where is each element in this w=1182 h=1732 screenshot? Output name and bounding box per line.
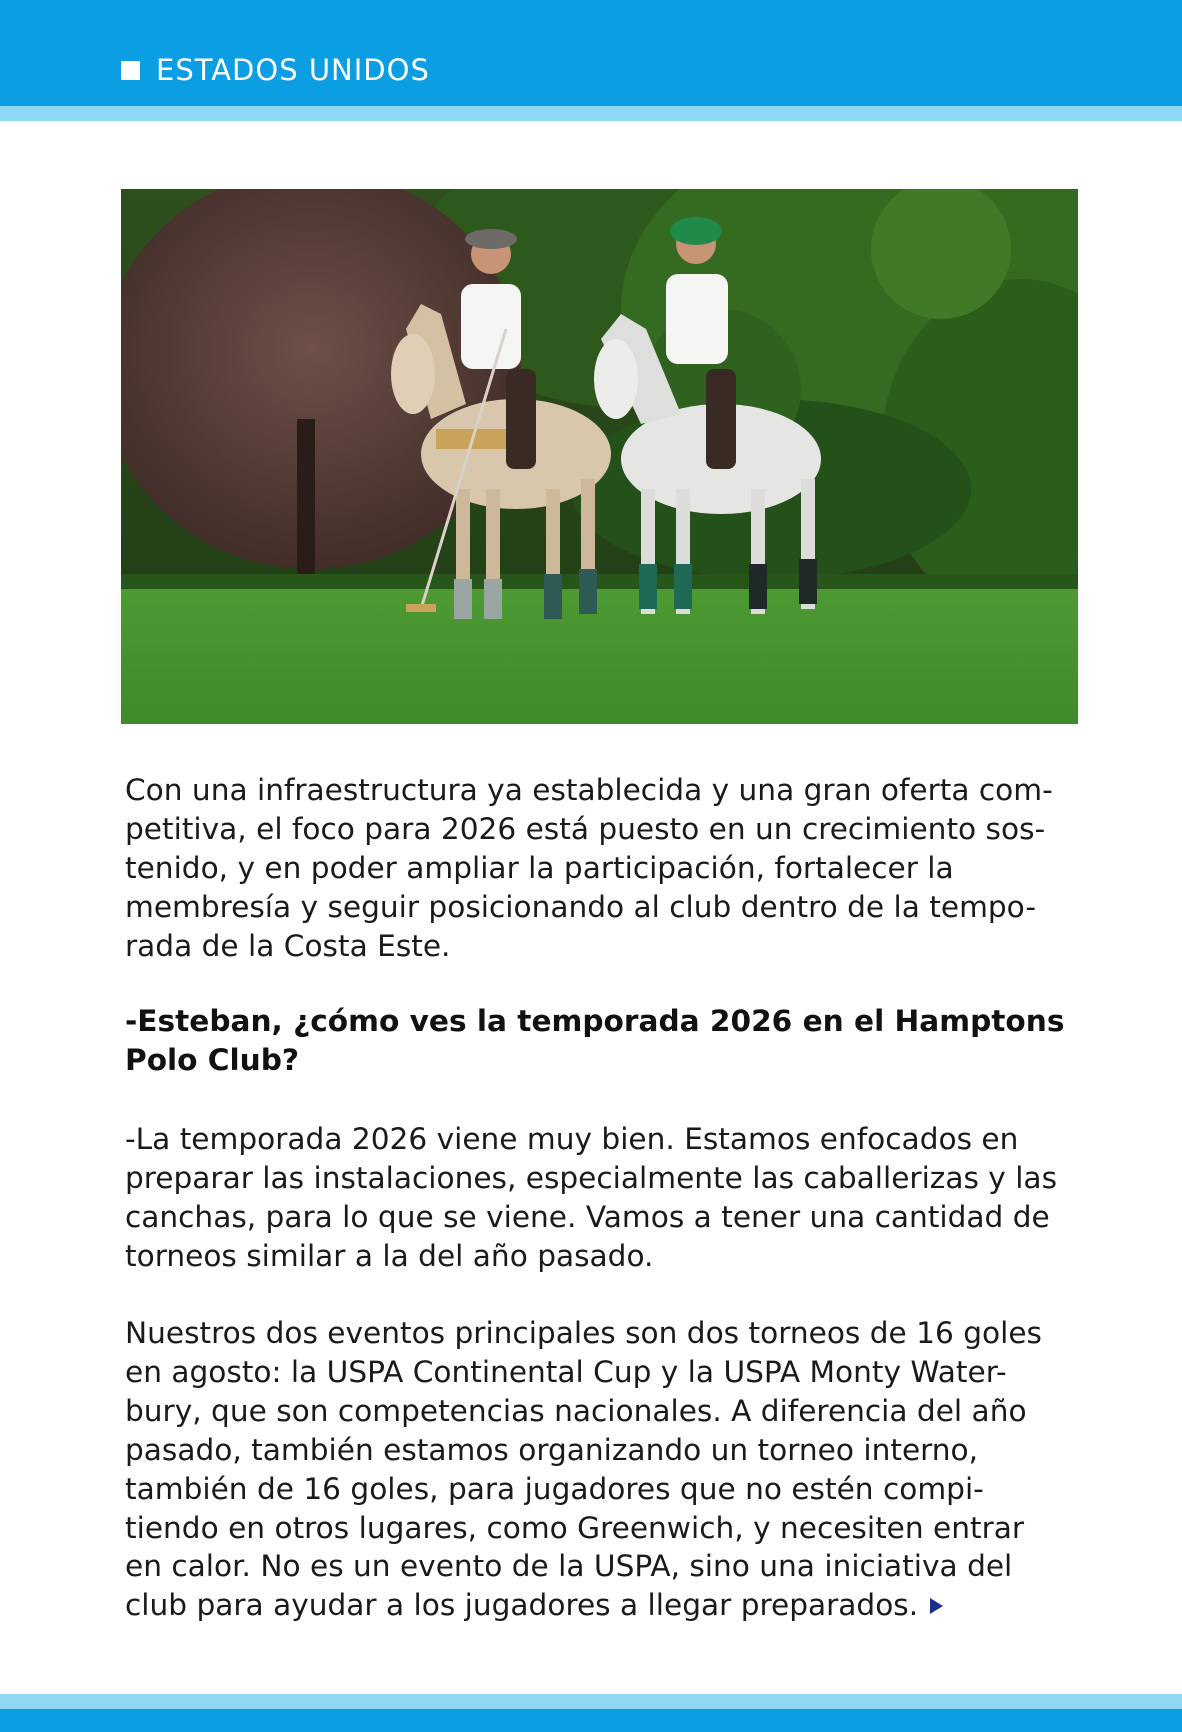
section-title: ESTADOS UNIDOS bbox=[156, 53, 430, 87]
footer-bar bbox=[0, 1709, 1182, 1732]
square-bullet-icon bbox=[121, 61, 140, 80]
paragraph-line: canchas, para lo que se viene. Vamos a tener una cantidad de bbox=[125, 1199, 1050, 1234]
paragraph-line: bury, que son competencias nacionales. A diferencia del año bbox=[125, 1393, 1027, 1428]
paragraph-line: tiendo en otros lugares, como Greenwich, y necesiten entrar bbox=[125, 1510, 1025, 1545]
polo-players-photo bbox=[121, 189, 1078, 724]
paragraph-line: rada de la Costa Este. bbox=[125, 928, 451, 963]
intro-paragraph bbox=[125, 771, 1085, 966]
paragraph-line: Con una infraestructura ya establecida y una gran oferta com- bbox=[125, 773, 1053, 807]
question-line: Polo Club? bbox=[125, 1042, 300, 1077]
footer-stripe bbox=[0, 1694, 1182, 1709]
play-arrow-icon bbox=[930, 1598, 943, 1614]
paragraph-line: petitiva, el foco para 2026 está puesto en un crecimiento sos- bbox=[125, 811, 1046, 846]
interview-question bbox=[125, 1002, 1085, 1080]
paragraph-line-text: club para ayudar a los jugadores a llegar preparados. bbox=[125, 1588, 919, 1623]
paragraph-line: membresía y seguir posicionando al club dentro de la tempo- bbox=[125, 889, 1037, 924]
paragraph-line: también de 16 goles, para jugadores que no estén compi- bbox=[125, 1471, 984, 1506]
question-line: -Esteban, ¿cómo ves la temporada 2026 en el Hamptons bbox=[125, 1004, 1065, 1038]
paragraph-line: tenido, y en poder ampliar la participación, fortalecer la bbox=[125, 850, 954, 885]
answer-paragraph-2 bbox=[125, 1314, 1085, 1625]
paragraph-line: en agosto: la USPA Continental Cup y la USPA Monty Water- bbox=[125, 1354, 1007, 1389]
paragraph-line: -La temporada 2026 viene muy bien. Estamos enfocados en bbox=[125, 1122, 1019, 1156]
paragraph-line: preparar las instalaciones, especialmente las caballerizas y las bbox=[125, 1160, 1057, 1195]
paragraph-line: torneos similar a la del año pasado. bbox=[125, 1238, 654, 1273]
answer-paragraph-1 bbox=[125, 1120, 1085, 1276]
paragraph-line: Nuestros dos eventos principales son dos torneos de 16 goles bbox=[125, 1316, 1042, 1350]
paragraph-line: pasado, también estamos organizando un torneo interno, bbox=[125, 1432, 979, 1467]
paragraph-line: en calor. No es un evento de la USPA, sino una iniciativa del bbox=[125, 1549, 1013, 1584]
header-stripe bbox=[0, 106, 1182, 121]
paragraph-line-last bbox=[125, 1586, 1085, 1625]
